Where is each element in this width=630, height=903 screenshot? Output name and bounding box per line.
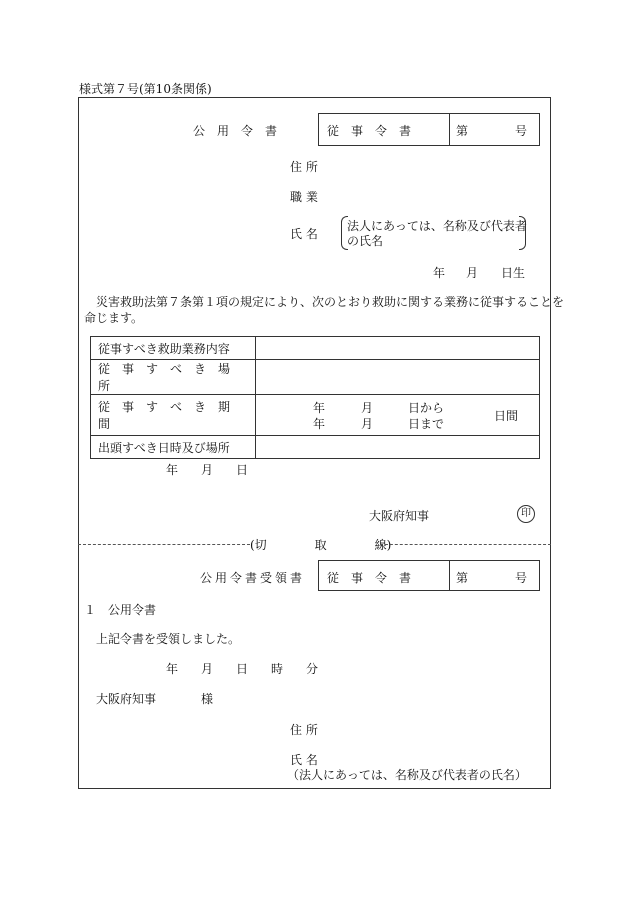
period-month-to: 月 (361, 417, 374, 431)
duty-table (90, 336, 540, 459)
order-heading: 公 用 令 書 (193, 124, 278, 138)
order-number-prefix: 第 (456, 124, 469, 138)
period-to: 日まで (408, 417, 445, 431)
table-row (91, 395, 540, 436)
receipt-number-prefix: 第 (456, 571, 469, 585)
order-number-suffix: 号 (515, 124, 528, 138)
duty-period-label: 従 事 す べ き 期 間 (91, 395, 256, 436)
receipt-hour: 時 (271, 662, 284, 676)
receipt-address-label: 住 所 (290, 723, 318, 737)
receipt-name-label: 氏 名 (290, 753, 318, 767)
corp-note-line2: の氏名 (347, 234, 384, 248)
cut-line-right (380, 544, 551, 545)
period-year-to: 年 (313, 417, 326, 431)
receipt-honorific: 様 (201, 692, 214, 706)
order-type-divider (449, 113, 450, 146)
order-type: 従 事 令 書 (327, 124, 412, 138)
receipt-day: 日 (236, 662, 249, 676)
birth-month: 月 (466, 266, 479, 280)
period-year-from: 年 (313, 401, 326, 415)
period-days: 日間 (494, 409, 519, 423)
cut-line-label: (切 取 線) (250, 538, 392, 552)
appear-value (256, 436, 540, 459)
birth-day: 日生 (501, 266, 526, 280)
corp-note-line1: 法人にあっては、名称及び代表者 (347, 219, 527, 233)
receipt-type: 従 事 令 書 (327, 571, 412, 585)
instruction-line2: 命じます。 (84, 311, 144, 325)
period-month-from: 月 (361, 401, 374, 415)
duty-content-value (256, 337, 540, 360)
receipt-corp-note: （法人にあっては、名称及び代表者の氏名） (287, 768, 527, 782)
table-row (91, 337, 540, 360)
birth-year: 年 (433, 266, 446, 280)
receipt-type-divider (449, 560, 450, 591)
address-label: 住 所 (290, 160, 318, 174)
duty-place-label: 従 事 す べ き 場 所 (91, 360, 256, 395)
table-row (91, 360, 540, 395)
duty-content-label: 従事すべき救助業務内容 (91, 337, 256, 360)
appear-label: 出頭すべき日時及び場所 (91, 436, 256, 459)
period-from: 日から (408, 401, 445, 415)
cut-line-left (78, 544, 250, 545)
duty-period-value (256, 395, 540, 436)
receipt-statement: 上記令書を受領しました。 (96, 632, 241, 646)
receipt-heading: 公用令書受領書 (200, 571, 306, 585)
receipt-minute: 分 (306, 662, 319, 676)
instruction-line1: 災害救助法第７条第１項の規定により、次のとおり救助に関する業務に従事することを (84, 295, 565, 309)
receipt-addressee: 大阪府知事 (96, 692, 157, 706)
receipt-month: 月 (201, 662, 214, 676)
name-label: 氏 名 (290, 227, 318, 241)
form-title: 様式第７号(第10条関係) (79, 82, 212, 96)
receipt-item: １ 公用令書 (84, 603, 157, 617)
receipt-number-suffix: 号 (515, 571, 528, 585)
table-row (91, 436, 540, 459)
occupation-label: 職 業 (290, 190, 318, 204)
issue-month: 月 (201, 463, 214, 477)
issuer-name: 大阪府知事 (369, 509, 430, 523)
issue-year: 年 (166, 463, 179, 477)
receipt-year: 年 (166, 662, 179, 676)
seal-mark-icon: 印 (517, 505, 535, 523)
issue-day: 日 (236, 463, 249, 477)
duty-place-value (256, 360, 540, 395)
